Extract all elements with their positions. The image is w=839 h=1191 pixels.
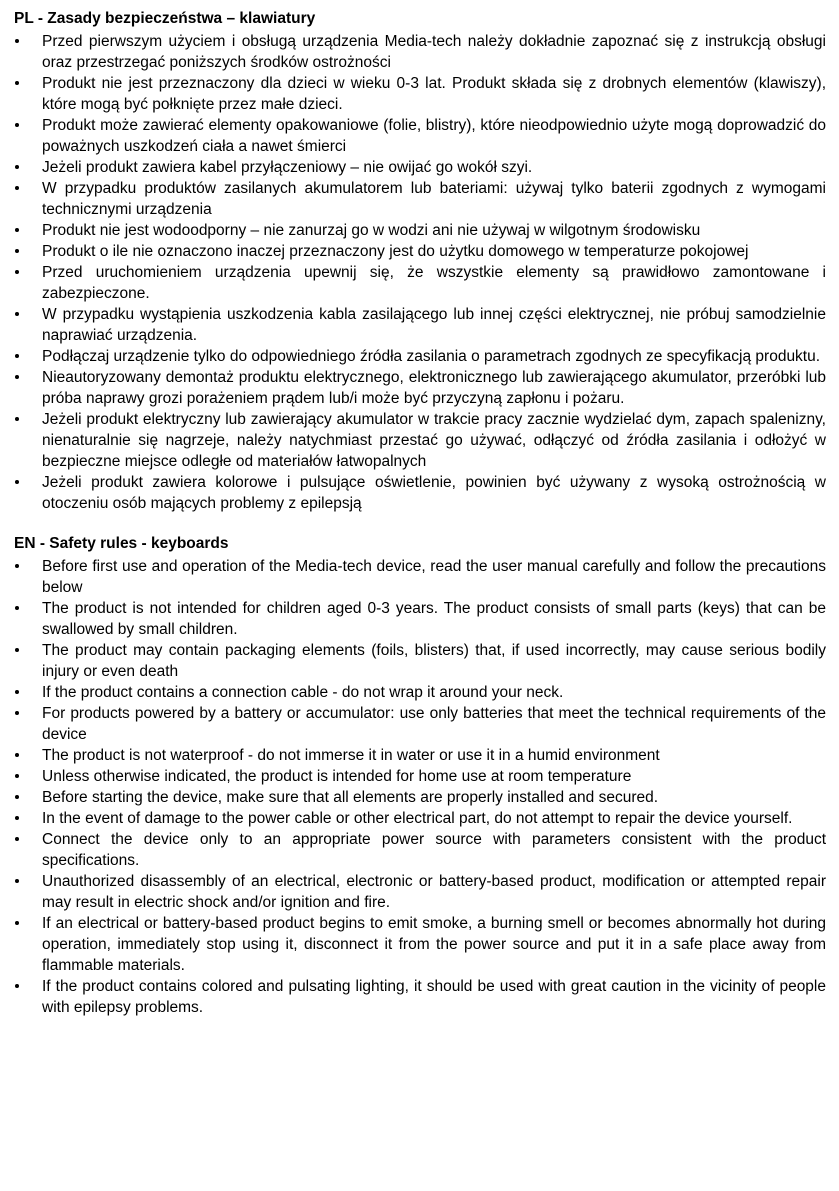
list-item xyxy=(14,346,826,367)
bullet-text: Produkt o ile nie oznaczono inaczej przeznaczony jest do użytku domowego w temperaturze pokojowej xyxy=(42,243,749,260)
bullet-icon xyxy=(15,81,19,85)
list-item xyxy=(14,703,826,745)
section-pl-safety-rules xyxy=(14,8,826,514)
bullet-icon xyxy=(15,228,19,232)
bullet-text: If the product contains a connection cable - do not wrap it around your neck. xyxy=(42,684,564,701)
bullet-text: The product is not intended for children aged 0-3 years. The product consists of small parts (keys) that can be swallowed by small children. xyxy=(42,600,826,638)
list-item xyxy=(14,304,826,346)
list-item xyxy=(14,178,826,220)
bullet-text: If the product contains colored and pulsating lighting, it should be used with great caution in the vicinity of people with epilepsy problems. xyxy=(42,978,826,1016)
bullet-icon xyxy=(15,606,19,610)
list-item xyxy=(14,115,826,157)
list-item xyxy=(14,808,826,829)
bullet-icon xyxy=(15,774,19,778)
bullet-text: Przed uruchomieniem urządzenia upewnij się, że wszystkie elementy są prawidłowo zamontowane i zabezpieczone. xyxy=(42,264,826,302)
bullet-icon xyxy=(15,648,19,652)
bullet-text: Jeżeli produkt elektryczny lub zawierający akumulator w trakcie pracy zacznie wydzielać dym, zapach spalenizny, nienaturalnie się nagrzeje, należy natychmiast przestać go używać, odłączyć od źródła zasilania i odłożyć w bezpieczne miejsce odległe od materiałów łatwopalnych xyxy=(42,411,826,470)
bullet-text: W przypadku wystąpienia uszkodzenia kabla zasilającego lub innej części elektrycznej, nie próbuj samodzielnie naprawiać urządzenia. xyxy=(42,306,826,344)
bullet-list-en xyxy=(14,556,826,1018)
bullet-text: Unless otherwise indicated, the product is intended for home use at room temperature xyxy=(42,768,632,785)
bullet-text: Nieautoryzowany demontaż produktu elektrycznego, elektronicznego lub zawierającego akumulator, przeróbki lub próba naprawy grozi porażeniem prądem lub/i może być przyczyną zapłonu i pożaru. xyxy=(42,369,826,407)
bullet-icon xyxy=(15,123,19,127)
bullet-icon xyxy=(15,480,19,484)
bullet-icon xyxy=(15,186,19,190)
bullet-icon xyxy=(15,795,19,799)
list-item xyxy=(14,367,826,409)
bullet-text: Before first use and operation of the Media-tech device, read the user manual carefully and follow the precautions below xyxy=(42,558,826,596)
bullet-text: If an electrical or battery-based product begins to emit smoke, a burning smell or becomes abnormally hot during operation, immediately stop using it, disconnect it from the power source and put it in a safe place away from flammable materials. xyxy=(42,915,826,974)
list-item xyxy=(14,409,826,472)
bullet-icon xyxy=(15,417,19,421)
bullet-icon xyxy=(15,690,19,694)
list-item xyxy=(14,472,826,514)
list-item xyxy=(14,220,826,241)
bullet-text: Before starting the device, make sure that all elements are properly installed and secured. xyxy=(42,789,659,806)
bullet-icon xyxy=(15,165,19,169)
list-item xyxy=(14,73,826,115)
bullet-text: Przed pierwszym użyciem i obsługą urządzenia Media-tech należy dokładnie zapoznać się z instrukcją obsługi oraz przestrzegać poniższych środków ostrożności xyxy=(42,33,826,71)
list-item xyxy=(14,787,826,808)
bullet-text: Produkt nie jest przeznaczony dla dzieci w wieku 0-3 lat. Produkt składa się z drobnych elementów (klawiszy), które mogą być połknięte przez małe dzieci. xyxy=(42,75,826,113)
list-item xyxy=(14,31,826,73)
list-item xyxy=(14,745,826,766)
bullet-icon xyxy=(15,270,19,274)
bullet-text: Produkt może zawierać elementy opakowaniowe (folie, blistry), które nieodpowiednio użyte mogą doprowadzić do poważnych uszkodzeń ciała a nawet śmierci xyxy=(42,117,826,155)
bullet-text: Produkt nie jest wodoodporny – nie zanurzaj go w wodzi ani nie używaj w wilgotnym środowisku xyxy=(42,222,701,239)
bullet-text: The product may contain packaging elements (foils, blisters) that, if used incorrectly, may cause serious bodily injury or even death xyxy=(42,642,826,680)
list-item xyxy=(14,913,826,976)
list-item xyxy=(14,157,826,178)
list-item xyxy=(14,241,826,262)
list-item xyxy=(14,766,826,787)
section-en-safety-rules xyxy=(14,533,826,1018)
bullet-text: Podłączaj urządzenie tylko do odpowiedniego źródła zasilania o parametrach zgodnych ze specyfikacją produktu. xyxy=(42,348,821,365)
bullet-text: Unauthorized disassembly of an electrical, electronic or battery-based product, modification or attempted repair may result in electric shock and/or ignition and fire. xyxy=(42,873,826,911)
list-item xyxy=(14,262,826,304)
bullet-icon xyxy=(15,711,19,715)
bullet-icon xyxy=(15,816,19,820)
section-heading-en: EN - Safety rules - keyboards xyxy=(14,535,229,552)
bullet-text: For products powered by a battery or accumulator: use only batteries that meet the technical requirements of the device xyxy=(42,705,826,743)
bullet-icon xyxy=(15,375,19,379)
bullet-text: Jeżeli produkt zawiera kolorowe i pulsujące oświetlenie, powinien być używany z wysoką ostrożnością w otoczeniu osób mających problemy z epilepsją xyxy=(42,474,826,512)
bullet-icon xyxy=(15,564,19,568)
bullet-icon xyxy=(15,837,19,841)
bullet-icon xyxy=(15,312,19,316)
bullet-icon xyxy=(15,753,19,757)
list-item xyxy=(14,640,826,682)
bullet-icon xyxy=(15,249,19,253)
list-item xyxy=(14,871,826,913)
list-item xyxy=(14,598,826,640)
bullet-text: In the event of damage to the power cable or other electrical part, do not attempt to repair the device yourself. xyxy=(42,810,793,827)
bullet-icon xyxy=(15,921,19,925)
section-heading-pl: PL - Zasady bezpieczeństwa – klawiatury xyxy=(14,10,316,27)
bullet-icon xyxy=(15,879,19,883)
bullet-icon xyxy=(15,39,19,43)
bullet-icon xyxy=(15,354,19,358)
bullet-list-pl xyxy=(14,31,826,514)
list-item xyxy=(14,976,826,1018)
bullet-text: Jeżeli produkt zawiera kabel przyłączeniowy – nie owijać go wokół szyi. xyxy=(42,159,533,176)
list-item xyxy=(14,829,826,871)
bullet-text: Connect the device only to an appropriate power source with parameters consistent with the product specifications. xyxy=(42,831,826,869)
list-item xyxy=(14,682,826,703)
bullet-icon xyxy=(15,984,19,988)
list-item xyxy=(14,556,826,598)
bullet-text: W przypadku produktów zasilanych akumulatorem lub bateriami: używaj tylko baterii zgodnych z wymogami technicznymi urządzenia xyxy=(42,180,826,218)
bullet-text: The product is not waterproof - do not immerse it in water or use it in a humid environment xyxy=(42,747,660,764)
